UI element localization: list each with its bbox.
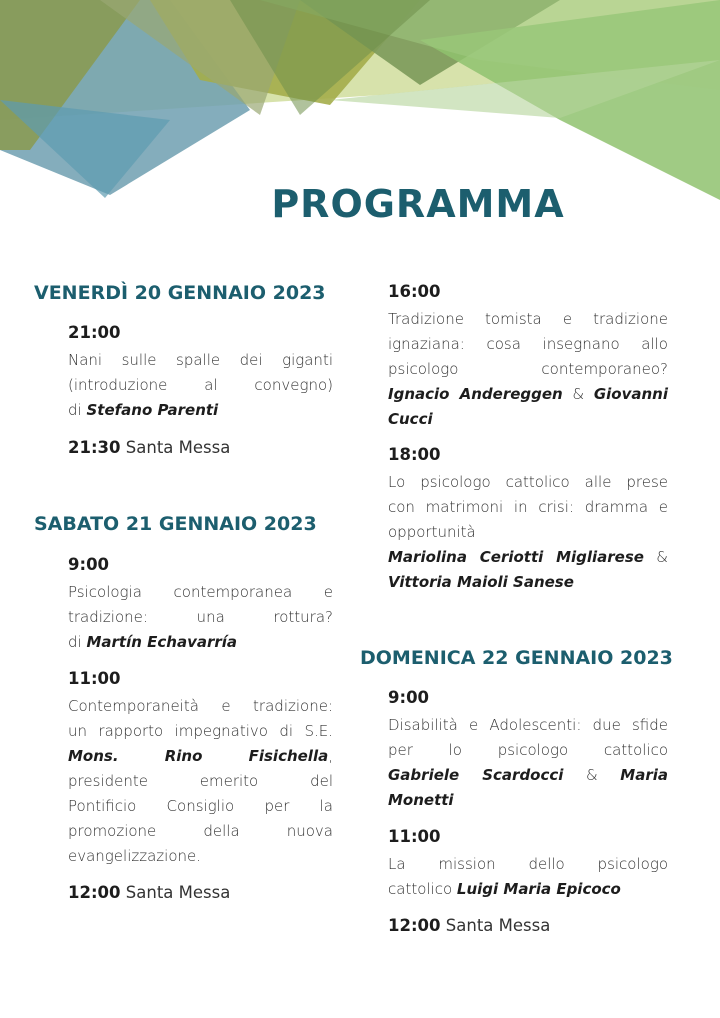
speaker-name: Ignacio Andereggen [388, 385, 563, 403]
speaker-name: Cucci [388, 410, 433, 428]
event-time: 16:00 [388, 282, 441, 301]
event-saturday-1200: 12:00 Santa Messa [68, 883, 231, 902]
event-time: 18:00 [388, 445, 441, 464]
event-time: 9:00 [388, 688, 430, 707]
event-time: 21:00 [68, 323, 121, 342]
speaker-name: Mariolina Ceriotti Migliarese [388, 548, 644, 566]
event-time: 11:00 [388, 827, 441, 846]
speaker-name: Monetti [388, 791, 454, 809]
speaker-name: Giovanni [593, 385, 668, 403]
event-time: 11:00 [68, 669, 121, 688]
speaker-name: Gabriele Scardocci [388, 766, 564, 784]
event-saturday-1100 [68, 668, 333, 869]
event-description: Lo psicologo cattolico alle prese con matrimoni in crisi: dramma e opportunità Mariolina Ceriotti Migliarese & Vittoria Maioli Sanese [388, 473, 668, 591]
event-description: Tradizione tomista e tradizione ignaziana: cosa insegnano allo psicologo contemporaneo? Ignacio Andereggen & Giovanni Cucci [388, 310, 668, 428]
event-time: 21:30 [68, 438, 121, 457]
speaker-name: Mons. Rino Fisichella [68, 747, 329, 765]
event-sunday-0900 [388, 687, 668, 813]
event-description: Psicologia contemporanea e tradizione: una rottura? di Martín Echavarría [68, 583, 333, 651]
event-time: 12:00 [68, 883, 121, 902]
event-time: 12:00 [388, 916, 441, 935]
event-saturday-1800 [388, 444, 668, 595]
speaker-name: Vittoria Maioli Sanese [388, 573, 574, 591]
event-description: Disabilità e Adolescenti: due sfide per lo psicologo cattolico Gabriele Scardocci & Maria Monetti [388, 716, 668, 809]
event-sunday-1100 [388, 826, 668, 902]
event-description: Nani sulle spalle dei giganti (introduzione al convegno) di Stefano Parenti [68, 351, 333, 419]
day-heading-friday: VENERDÌ 20 GENNAIO 2023 [34, 282, 326, 304]
day-heading-sunday: DOMENICA 22 GENNAIO 2023 [360, 647, 673, 669]
speaker-name: Luigi Maria Epicoco [456, 880, 621, 898]
event-description: Contemporaneità e tradizione: un rapporto impegnativo di S.E. Mons. Rino Fisichella, presidente emerito del Pontificio Consiglio per la promozione della nuova evangelizzazione. [68, 697, 333, 865]
event-description: La mission dello psicologo cattolico Luigi Maria Epicoco [388, 855, 668, 898]
event-sunday-1200: 12:00 Santa Messa [388, 916, 551, 935]
event-saturday-1600 [388, 281, 668, 432]
day-heading-saturday: SABATO 21 GENNAIO 2023 [34, 513, 317, 535]
event-time: 9:00 [68, 555, 110, 574]
speaker-name: Stefano Parenti [86, 401, 219, 419]
speaker-name: Maria [620, 766, 668, 784]
event-friday-2130: 21:30 Santa Messa [68, 438, 231, 457]
event-saturday-0900 [68, 554, 333, 655]
page-title: PROGRAMMA [271, 182, 565, 226]
event-friday-2100 [68, 322, 333, 423]
speaker-name: Martín Echavarría [86, 633, 238, 651]
